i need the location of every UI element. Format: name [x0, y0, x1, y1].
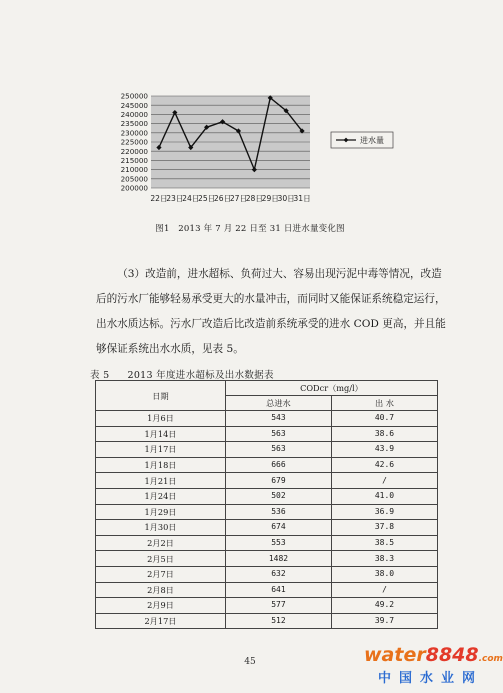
cell-date: 1月30日	[96, 520, 226, 536]
watermark-word: water	[364, 644, 426, 666]
page-number: 45	[244, 657, 256, 667]
y-tick-label: 200000	[120, 183, 148, 193]
cell-date: 1月6日	[96, 411, 226, 427]
cell-inflow: 674	[225, 520, 331, 536]
site-watermark-logo	[364, 644, 503, 688]
cell-date: 1月24日	[96, 488, 226, 504]
table-row	[96, 551, 438, 567]
cell-inflow: 536	[225, 504, 331, 520]
cell-outflow: /	[331, 473, 437, 489]
cell-inflow: 563	[225, 442, 331, 458]
table-row	[96, 598, 438, 614]
cell-outflow: 42.6	[331, 457, 437, 473]
cell-date: 1月18日	[96, 457, 226, 473]
cell-outflow: 38.6	[331, 426, 437, 442]
x-tick-label: 31日	[293, 194, 311, 203]
table-row	[96, 520, 438, 536]
x-tick-label: 29日	[261, 194, 279, 203]
cell-outflow: 41.0	[331, 488, 437, 504]
figure-caption: 图1 2013 年 7 月 22 日至 31 日进水量变化图	[155, 224, 345, 234]
table-row	[96, 582, 438, 598]
table-row	[96, 613, 438, 629]
x-tick-label: 30日	[277, 194, 295, 203]
cell-inflow: 679	[225, 473, 331, 489]
cell-date: 2月8日	[96, 582, 226, 598]
legend-label: 进水量	[360, 136, 384, 145]
cell-date: 2月2日	[96, 535, 226, 551]
cell-inflow: 577	[225, 598, 331, 614]
paragraph-line: 够保证系统出水水质，见表 5。	[96, 343, 244, 355]
watermark-number: 8848	[425, 644, 479, 666]
body-paragraph	[96, 262, 446, 362]
cell-date: 1月14日	[96, 426, 226, 442]
paragraph-line: 后的污水厂能够轻易承受更大的水量冲击，而同时又能保证系统稳定运行，	[96, 293, 446, 305]
cell-date: 2月7日	[96, 566, 226, 582]
header-inflow: 总进水	[225, 396, 331, 411]
cell-inflow: 512	[225, 613, 331, 629]
table-row	[96, 457, 438, 473]
cell-date: 1月17日	[96, 442, 226, 458]
table-row	[96, 411, 438, 427]
cell-date: 2月9日	[96, 598, 226, 614]
x-tick-label: 26日	[213, 194, 232, 203]
table-header-row	[96, 381, 438, 396]
y-tick-label: 245000	[120, 100, 148, 110]
table-row	[96, 535, 438, 551]
paragraph-line: 出水水质达标。污水厂改造后比改造前系统承受的进水 COD 更高，并且能	[96, 318, 446, 330]
cell-inflow: 553	[225, 535, 331, 551]
cell-outflow: 39.7	[331, 613, 437, 629]
y-tick-label: 210000	[120, 165, 148, 175]
header-cod: CODcr（mg/l）	[225, 381, 437, 396]
y-tick-label: 215000	[120, 156, 148, 165]
cell-outflow: 49.2	[331, 598, 437, 614]
cell-inflow: 666	[225, 457, 331, 473]
cell-inflow: 632	[225, 566, 331, 582]
cell-inflow: 543	[225, 411, 331, 427]
paragraph-line: （3）改造前，进水超标、负荷过大、容易出现污泥中毒等情况，改造	[117, 268, 442, 280]
cell-inflow: 563	[225, 426, 331, 442]
cell-outflow: 36.9	[331, 504, 437, 520]
cell-outflow: 38.3	[331, 551, 437, 567]
y-tick-label: 220000	[120, 146, 148, 156]
y-tick-label: 235000	[120, 119, 148, 129]
cell-inflow: 502	[225, 488, 331, 504]
watermark-suffix: .com	[478, 654, 503, 664]
x-tick-label: 24日	[182, 194, 200, 203]
table-row	[96, 426, 438, 442]
y-tick-label: 230000	[120, 128, 148, 138]
watermark-cn: 中国水业网	[378, 671, 484, 686]
cell-date: 1月21日	[96, 473, 226, 489]
x-tick-label: 28日	[245, 194, 263, 203]
cell-outflow: 40.7	[331, 411, 437, 427]
table-row	[96, 504, 438, 520]
x-tick-label: 27日	[229, 194, 248, 203]
cell-outflow: /	[331, 582, 437, 598]
cell-outflow: 43.9	[331, 442, 437, 458]
cell-inflow: 641	[225, 582, 331, 598]
y-tick-label: 250000	[120, 91, 148, 101]
table-label: 表 5	[90, 370, 110, 381]
x-tick-label: 23日	[166, 194, 184, 203]
cell-outflow: 38.0	[331, 566, 437, 582]
y-tick-label: 225000	[120, 137, 148, 147]
header-date: 日期	[96, 381, 226, 411]
cell-date: 1月29日	[96, 504, 226, 520]
table-row	[96, 488, 438, 504]
header-outflow: 出 水	[331, 396, 437, 411]
table-row	[96, 566, 438, 582]
cod-data-table	[95, 380, 438, 629]
cell-outflow: 38.5	[331, 535, 437, 551]
inflow-line-chart	[105, 88, 405, 208]
cell-outflow: 37.8	[331, 520, 437, 536]
cell-inflow: 1482	[225, 551, 331, 567]
table-row	[96, 473, 438, 489]
x-tick-label: 25日	[198, 194, 216, 203]
table-row	[96, 442, 438, 458]
y-tick-label: 205000	[120, 174, 148, 184]
y-tick-label: 240000	[120, 110, 148, 119]
cell-date: 2月5日	[96, 551, 226, 567]
x-tick-label: 22日	[150, 194, 168, 203]
cell-date: 2月17日	[96, 613, 226, 629]
table-title-text: 2013 年度进水超标及出水数据表	[127, 370, 274, 381]
table-title	[90, 367, 292, 381]
